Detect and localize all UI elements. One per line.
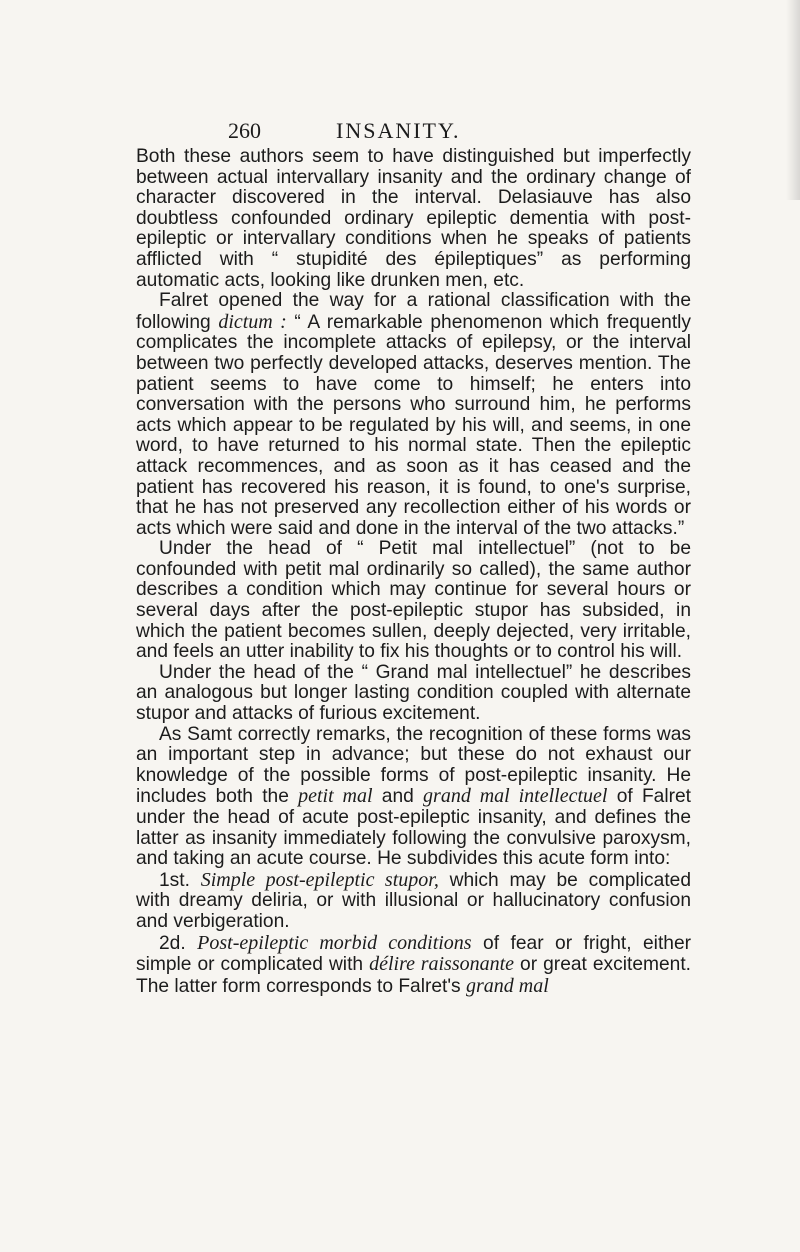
- page-header: [228, 118, 658, 144]
- paragraph-4: Under the head of the “ Grand mal intellectuel” he describes an analogous but longer lasting condition coupled with alternate stupor and attacks of furious excitement.: [136, 661, 691, 725]
- paragraph-5: As Samt correctly remarks, the recognition of these forms was an important step in advance; but these do not exhaust our knowledge of the possible forms of post-epileptic insanity. He includes both the petit mal and grand mal intellectuel of Falret under the head of acute post-epileptic insanity, and defines the latter as insanity immediately following the convulsive paroxysm, and taking an acute course. He subdivides this acute form into:: [136, 723, 691, 870]
- paragraph-3: Under the head of “ Petit mal intellectuel” (not to be confounded with petit mal ordinarily so called), the same author describes a condition which may continue for several hours or several days after the post-epileptic stupor has subsided, in which the patient becomes sullen, deeply dejected, very irritable, and feels an utter inability to fix his thoughts or to control his will.: [136, 538, 691, 663]
- paragraph-6: 1st. Simple post-epileptic stupor, which may be complicated with dreamy deliria, or with illusional or hallucinatory confusion and verbigeration.: [136, 868, 691, 932]
- running-title: INSANITY.: [336, 118, 461, 143]
- body-text: [136, 147, 691, 997]
- paragraph-2: Falret opened the way for a rational classification with the following dictum : “ A remarkable phenomenon which frequently complicates the incomplete attacks of epilepsy, or the interval between two perfectly developed attacks, deserves mention. The patient seems to have come to himself; he enters into conversation with the persons who surround him, he performs acts which appear to be regulated by his will, and seems, in one word, to have returned to his normal state. Then the epileptic attack recommences, and as soon as it has ceased and the patient has recovered his reason, it is found, to one's surprise, that he has not preserved any recollection either of his words or acts which were said and done in the interval of the two attacks.”: [136, 290, 692, 539]
- page-edge-shadow: [786, 0, 800, 200]
- paragraph-1: Both these authors seem to have distinguished but imperfectly between actual intervallary insanity and the ordinary change of character discovered in the interval. Delasiauve has also doubtless confounded ordinary epileptic dementia with post-epileptic or intervallary conditions when he speaks of patients afflicted with “ stupidité des épileptiques” as performing automatic acts, looking like drunken men, etc.: [136, 146, 691, 291]
- paragraph-7: 2d. Post-epileptic morbid conditions of fear or fright, either simple or complicated with délire raissonante or great excitement. The latter form corresponds to Falret's grand mal: [136, 931, 692, 997]
- page-number: 260: [228, 118, 261, 143]
